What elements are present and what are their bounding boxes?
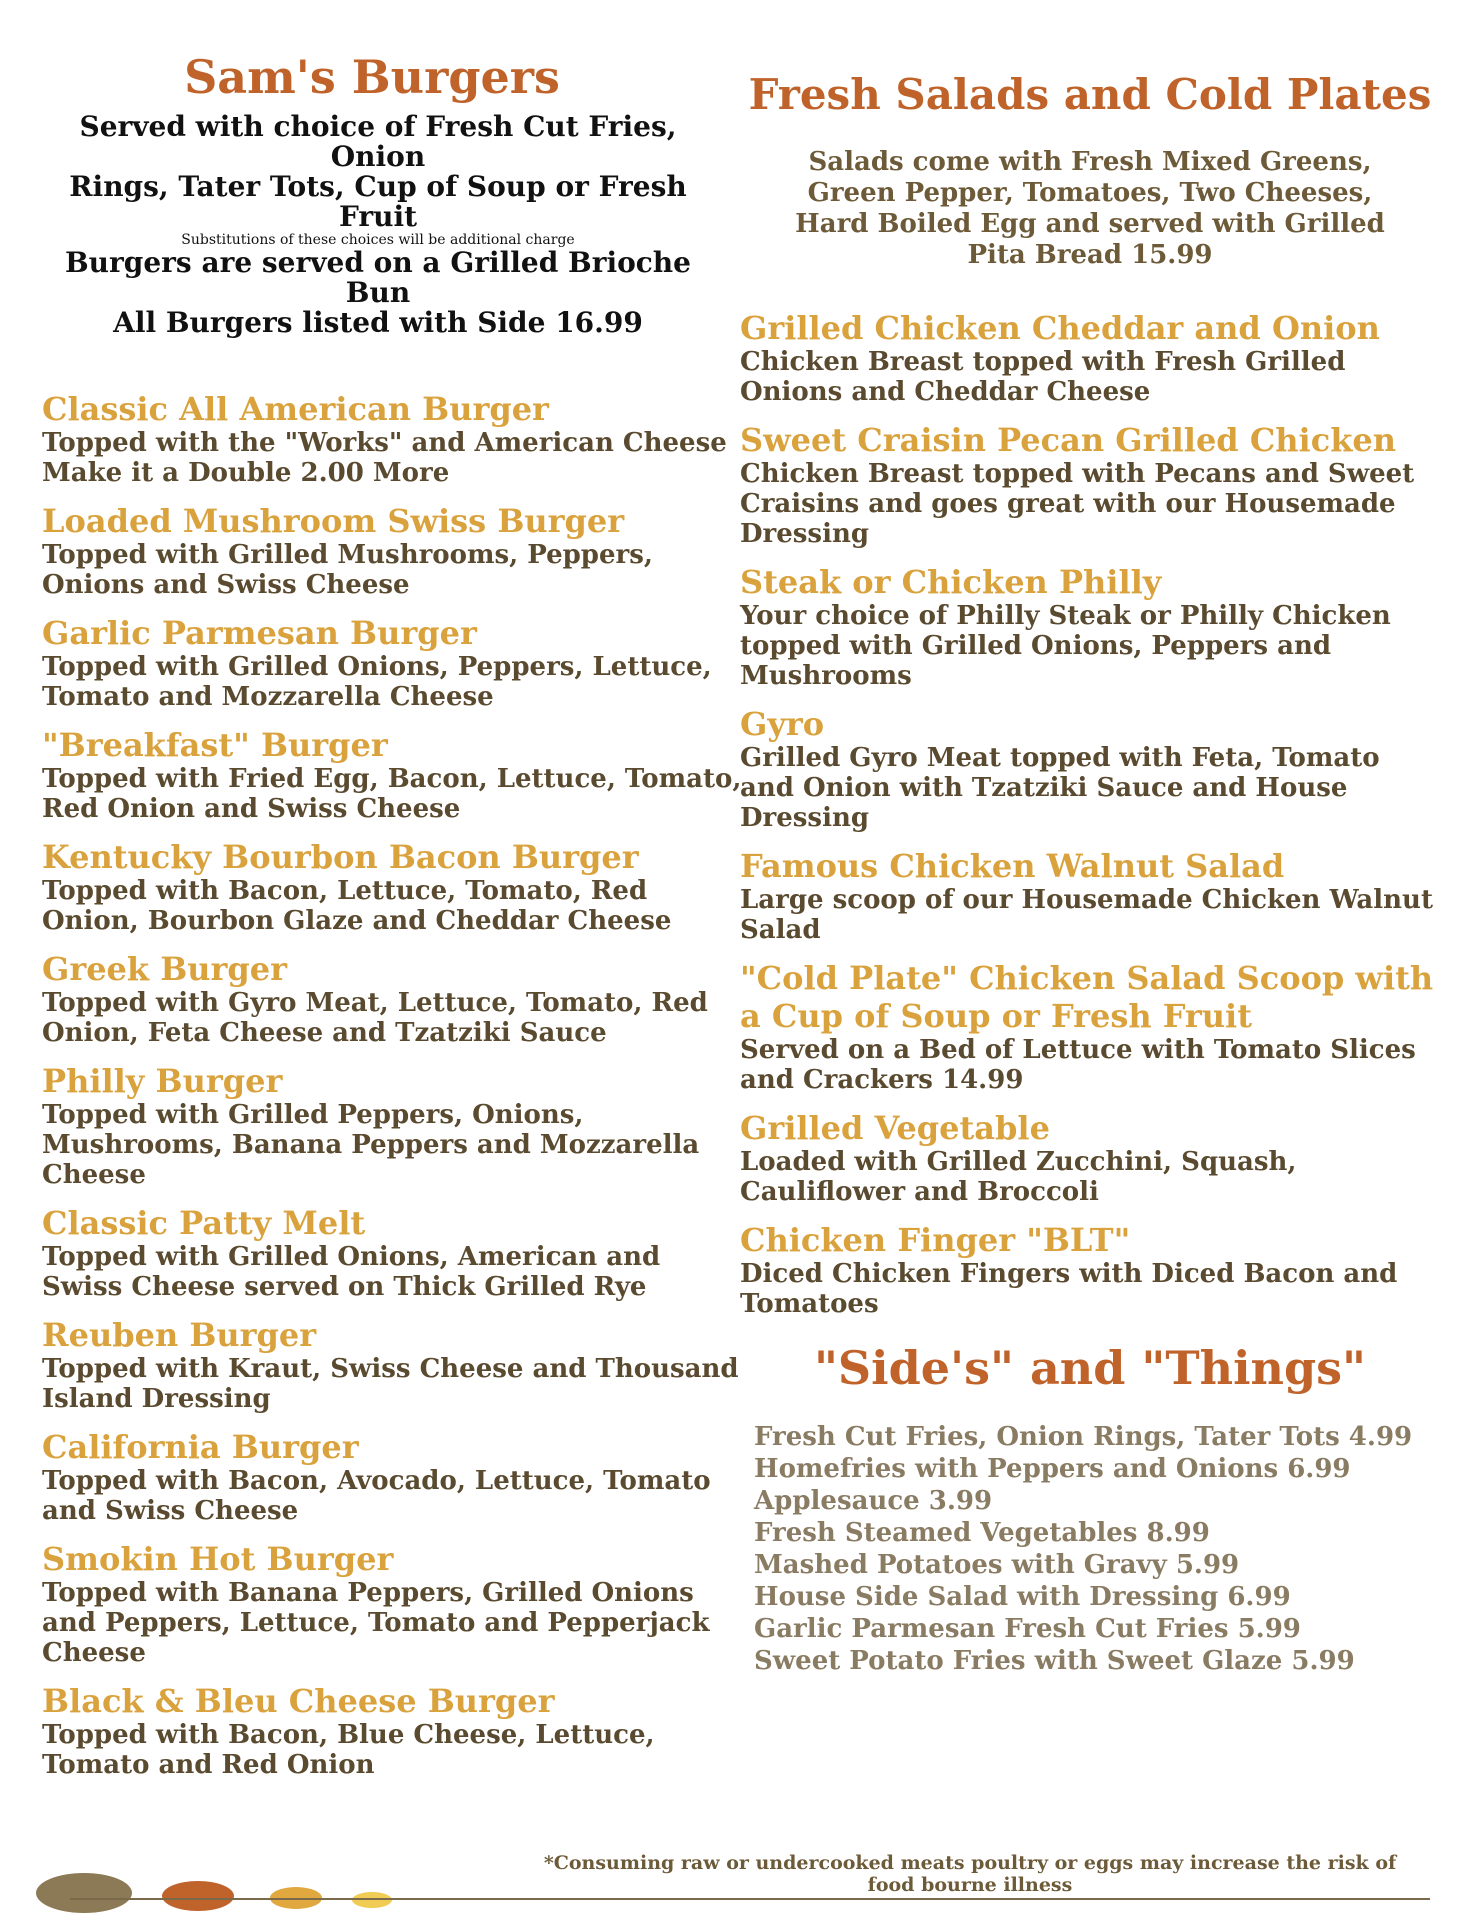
menu-item-name: Smokin Hot Burger xyxy=(42,1540,394,1578)
menu-item xyxy=(42,502,742,600)
salads-intro: Salads come with Fresh Mixed Greens, Green Pepper, Tomatoes, Two Cheeses, Hard Boiled Egg and served with Grilled Pita Bread 15.99 xyxy=(795,147,1385,270)
menu-item-name: Black & Bleu Cheese Burger xyxy=(42,1682,555,1720)
menu-item-name: Reuben Burger xyxy=(42,1316,317,1354)
side-item: House Side Salad with Dressing 6.99 xyxy=(754,1582,1291,1612)
burgers-section xyxy=(42,50,742,1794)
menu-item-name: "Breakfast" Burger xyxy=(42,726,388,764)
side-item: Garlic Parmesan Fresh Cut Fries 5.99 xyxy=(754,1614,1301,1644)
menu-item xyxy=(42,726,742,824)
decorative-dot xyxy=(162,1881,234,1911)
menu-item-description: Loaded with Grilled Zucchini, Squash, Cauliflower and Broccoli xyxy=(740,1147,1297,1207)
menu-item-description: Grilled Gyro Meat topped with Feta, Tomato and Onion with Tzatziki Sauce and House Dressing xyxy=(740,743,1380,833)
side-item: Sweet Potato Fries with Sweet Glaze 5.99 xyxy=(754,1646,1355,1676)
menu-item xyxy=(42,1316,742,1414)
menu-item-name: Famous Chicken Walnut Salad xyxy=(740,847,1285,885)
menu-item-description: Your choice of Philly Steak or Philly Chicken topped with Grilled Onions, Peppers and Mushrooms xyxy=(740,601,1391,691)
menu-item-name: Gyro xyxy=(740,705,825,743)
food-safety-disclaimer: *Consuming raw or undercooked meats poultry or eggs may increase the risk of food bourne illness xyxy=(543,1852,1397,1896)
menu-item xyxy=(740,309,1440,407)
salads-section xyxy=(740,70,1440,1677)
menu-item xyxy=(42,614,742,712)
menu-item-description: Chicken Breast topped with Pecans and Sweet Craisins and goes great with our Housemade Dressing xyxy=(740,459,1415,549)
menu-item xyxy=(42,1428,742,1526)
salad-list xyxy=(740,309,1440,1319)
menu-item-description: Topped with Bacon, Avocado, Lettuce, Tomato and Swiss Cheese xyxy=(42,1466,711,1526)
burgers-title: Sam's Burgers xyxy=(184,50,560,104)
menu-item-description: Topped with Bacon, Lettuce, Tomato, Red Onion, Bourbon Glaze and Cheddar Cheese xyxy=(42,876,672,936)
menu-item xyxy=(42,950,742,1048)
menu-item-name: Loaded Mushroom Swiss Burger xyxy=(42,502,625,540)
burgers-intro xyxy=(28,112,728,338)
menu-item-name: Grilled Vegetable xyxy=(740,1109,1050,1147)
menu-item xyxy=(42,1204,742,1302)
decorative-dot xyxy=(36,1873,132,1913)
menu-item-description: Topped with the "Works" and American Cheese Make it a Double 2.00 More xyxy=(42,428,727,488)
menu-item xyxy=(740,705,1440,833)
substitutions-note: Substitutions of these choices will be additional charge xyxy=(181,232,575,248)
footer-divider xyxy=(70,1898,1430,1900)
menu-item-name: Steak or Chicken Philly xyxy=(740,563,1162,601)
menu-item xyxy=(42,1682,742,1780)
menu-item-name: Sweet Craisin Pecan Grilled Chicken xyxy=(740,421,1396,459)
menu-item-name: Philly Burger xyxy=(42,1062,283,1100)
menu-item xyxy=(42,390,742,488)
menu-item xyxy=(740,959,1440,1095)
menu-item-name: "Cold Plate" Chicken Salad Scoop with a Cup of Soup or Fresh Fruit xyxy=(740,959,1434,1035)
menu-item-description: Diced Chicken Fingers with Diced Bacon and Tomatoes xyxy=(740,1259,1398,1319)
menu-item-description: Served on a Bed of Lettuce with Tomato Slices and Crackers 14.99 xyxy=(740,1035,1416,1095)
side-item: Applesauce 3.99 xyxy=(754,1486,993,1516)
menu-item xyxy=(42,838,742,936)
menu-item-name: Chicken Finger "BLT" xyxy=(740,1221,1131,1259)
menu-item xyxy=(42,1062,742,1190)
menu-item-description: Large scoop of our Housemade Chicken Walnut Salad xyxy=(740,885,1433,945)
side-item: Fresh Steamed Vegetables 8.99 xyxy=(754,1518,1210,1548)
menu-item xyxy=(740,1109,1440,1207)
side-item: Mashed Potatoes with Gravy 5.99 xyxy=(754,1550,1240,1580)
menu-item-description: Topped with Fried Egg, Bacon, Lettuce, Tomato, Red Onion and Swiss Cheese xyxy=(42,764,742,824)
bun-note: Burgers are served on a Grilled Brioche Bun xyxy=(65,246,691,309)
menu-item xyxy=(740,421,1440,549)
menu-item-name: Classic All American Burger xyxy=(42,390,549,428)
intro-line-1: Served with choice of Fresh Cut Fries, Onion xyxy=(79,110,677,173)
menu-item xyxy=(740,1221,1440,1319)
menu-item-name: Grilled Chicken Cheddar and Onion xyxy=(740,309,1380,347)
side-item: Homefries with Peppers and Onions 6.99 xyxy=(754,1454,1351,1484)
sides-title: "Side's" and "Things" xyxy=(813,1341,1367,1395)
menu-item-description: Topped with Bacon, Blue Cheese, Lettuce, Tomato and Red Onion xyxy=(42,1720,655,1780)
sides-list xyxy=(740,1421,1440,1677)
menu-item-description: Topped with Grilled Onions, American and Swiss Cheese served on Thick Grilled Rye xyxy=(42,1242,661,1302)
intro-line-2: Rings, Tater Tots, Cup of Soup or Fresh Fruit xyxy=(69,170,687,233)
menu-item-name: Kentucky Bourbon Bacon Burger xyxy=(42,838,639,876)
menu-item xyxy=(740,563,1440,691)
menu-item xyxy=(42,1540,742,1668)
menu-item xyxy=(740,847,1440,945)
menu-item-description: Topped with Grilled Onions, Peppers, Lettuce, Tomato and Mozzarella Cheese xyxy=(42,652,712,712)
burger-price-line: All Burgers listed with Side 16.99 xyxy=(113,306,643,339)
menu-item-description: Topped with Banana Peppers, Grilled Onions and Peppers, Lettuce, Tomato and Pepperjack Cheese xyxy=(42,1578,710,1668)
menu-item-description: Topped with Grilled Mushrooms, Peppers, Onions and Swiss Cheese xyxy=(42,540,653,600)
menu-item-name: Greek Burger xyxy=(42,950,287,988)
menu-item-name: Garlic Parmesan Burger xyxy=(42,614,477,652)
side-item: Fresh Cut Fries, Onion Rings, Tater Tots 4.99 xyxy=(754,1422,1413,1452)
menu-item-name: Classic Patty Melt xyxy=(42,1204,366,1242)
burger-list xyxy=(42,390,742,1780)
menu-item-description: Topped with Grilled Peppers, Onions, Mushrooms, Banana Peppers and Mozzarella Cheese xyxy=(42,1100,700,1190)
menu-item-name: California Burger xyxy=(42,1428,359,1466)
menu-item-description: Topped with Gyro Meat, Lettuce, Tomato, Red Onion, Feta Cheese and Tzatziki Sauce xyxy=(42,988,708,1048)
salads-title: Fresh Salads and Cold Plates xyxy=(748,70,1432,119)
menu-item-description: Topped with Kraut, Swiss Cheese and Thousand Island Dressing xyxy=(42,1354,739,1414)
decorative-dot xyxy=(352,1892,392,1908)
menu-item-description: Chicken Breast topped with Fresh Grilled Onions and Cheddar Cheese xyxy=(740,347,1346,407)
